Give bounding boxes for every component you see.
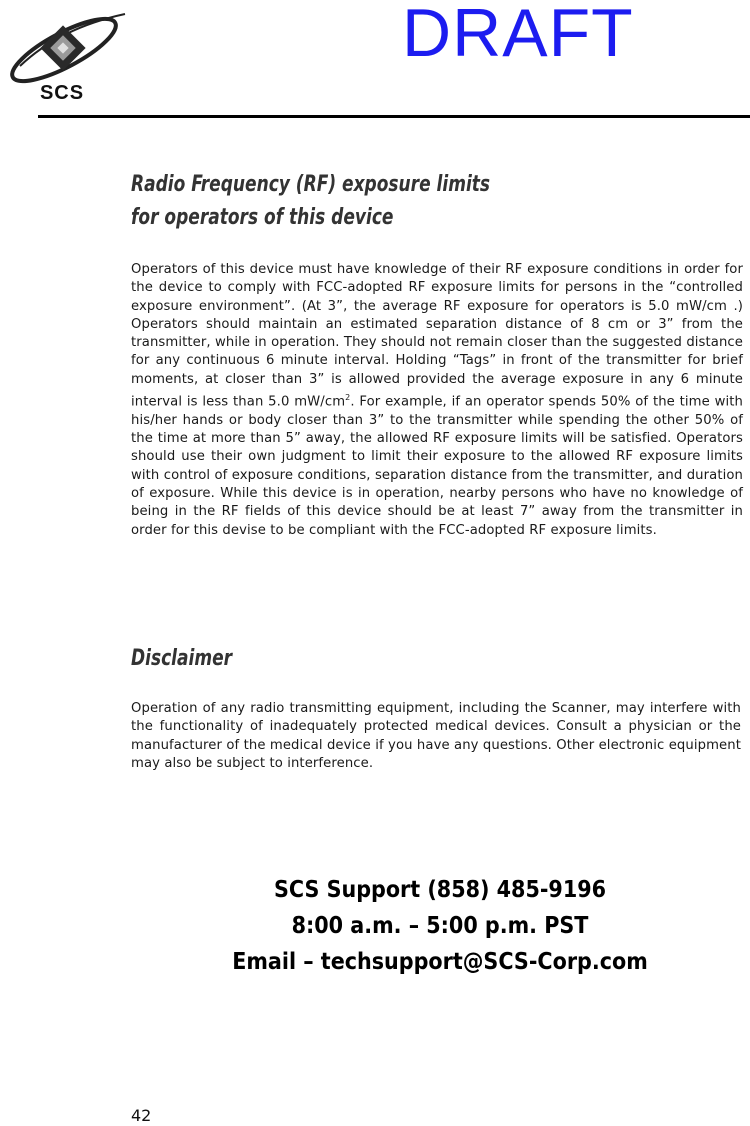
support-phone: SCS Support (858) 485-9196 <box>273 877 607 903</box>
draft-watermark: DRAFT <box>402 0 634 71</box>
rf-exposure-title <box>131 168 490 234</box>
page-number: 42 <box>131 1106 152 1125</box>
rf-body-superscript: 2 <box>345 393 351 403</box>
rf-body-start: Operators of this device must have knowledge of their RF exposure conditions in order for the device to comply with FCC-adopted RF exposure limits for persons in the “controlled exposure environment”. (At 3”, the average RF exposure for operators is 5.0 mW/cm .) Operators should maintain an estimated separation distance of 8 cm or 3” from the transmitter, while in operation. They should not remain closer than the suggested distance for any continuous 6 minute interval. Holding “Tags” in front of the transmitter for brief moments, at closer than 3” is allowed provided the average exposure in any 6 minute interval is less than 5.0 mW/cm <box>131 262 743 410</box>
rf-title-line-1: Radio Frequency (RF) exposure limits <box>131 172 491 197</box>
scs-logo <box>0 8 130 103</box>
rf-exposure-paragraph <box>131 261 743 540</box>
support-email: Email – techsupport@SCS-Corp.com <box>232 949 648 975</box>
rf-title-line-2: for operators of this device <box>131 205 394 230</box>
support-block <box>130 872 750 980</box>
disclaimer-title: Disclaimer <box>131 646 233 671</box>
header-rule <box>38 115 750 118</box>
disclaimer-paragraph: Operation of any radio transmitting equipment, including the Scanner, may interfere with the functionality of inadequately protected medical devices. Consult a physician or the manufacturer of the medical device if you have any questions. Other electronic equipment may also be subject to interference. <box>131 701 741 771</box>
rf-body-end: . For example, if an operator spends 50% of the time with his/her hands or body closer than 3” to the transmitter while spending the other 50% of the time at more than 5” away, the allowed RF exposure limits will be satisfied. Operators should use their own judgment to limit their exposure to the allowed RF exposure limits with control of exposure conditions, separation distance from the transmitter, and duration of exposure. While this device is in operation, nearby persons who have no knowledge of being in the RF fields of this device should be at least 7” away from the transmitter in order for this devise to be compliant with the FCC-adopted RF exposure limits. <box>131 394 743 538</box>
logo-text: SCS <box>39 82 85 103</box>
support-hours: 8:00 a.m. – 5:00 p.m. PST <box>291 913 589 939</box>
